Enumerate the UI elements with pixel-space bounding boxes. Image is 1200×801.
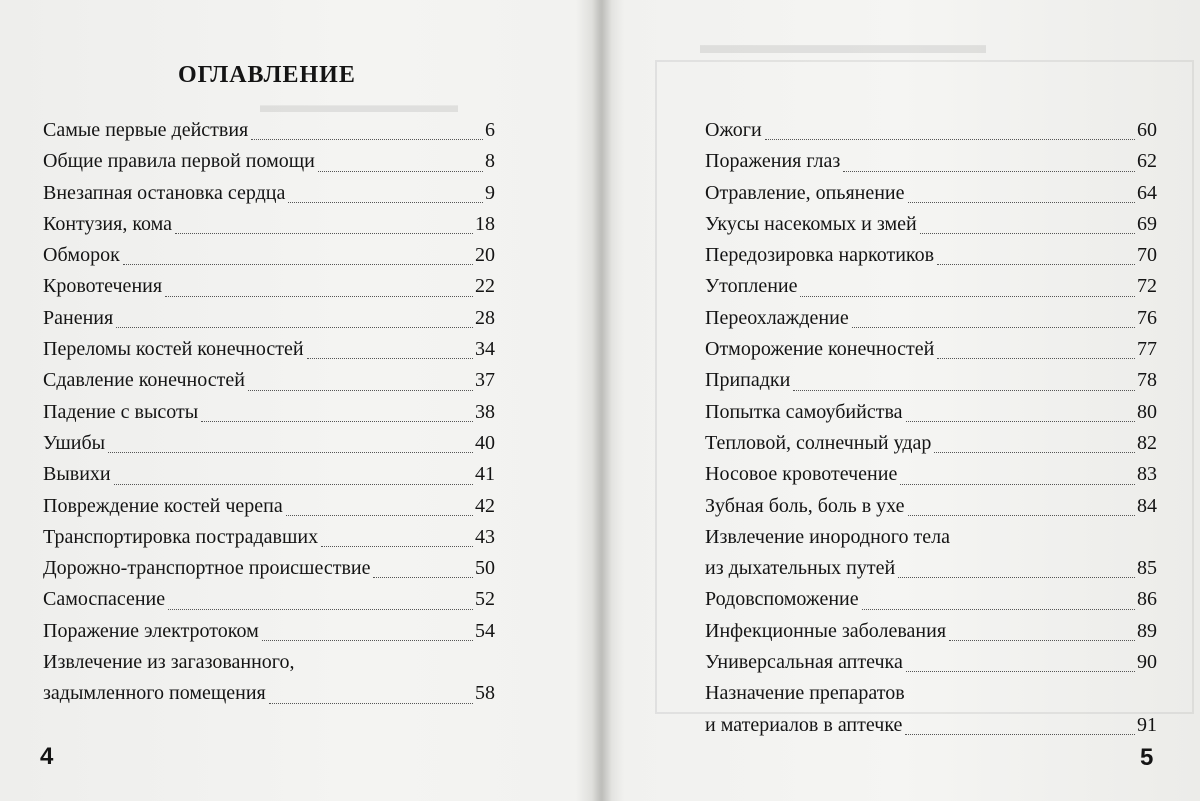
leader-dots <box>862 608 1135 610</box>
entry-page: 42 <box>475 494 495 517</box>
leader-dots <box>373 576 473 578</box>
entry-title: Отморожение конечностей <box>705 338 935 361</box>
toc-entry[interactable] <box>43 365 495 396</box>
leader-dots <box>201 420 473 422</box>
entry-page: 6 <box>485 119 495 141</box>
leader-dots <box>908 514 1135 516</box>
leader-dots <box>248 389 473 391</box>
entry-page: 72 <box>1137 275 1157 298</box>
entry-title: Обморок <box>43 244 120 267</box>
entry-title: Поражения глаз <box>705 150 841 173</box>
entry-page: 52 <box>475 588 495 611</box>
entry-title: Инфекционные заболевания <box>705 619 947 642</box>
toc-entry[interactable] <box>705 616 1157 647</box>
page-number-right: 5 <box>1140 744 1154 771</box>
entry-title: Самые первые действия <box>43 119 249 141</box>
toc-entry[interactable] <box>705 115 1157 146</box>
leader-dots <box>114 483 473 485</box>
leader-dots <box>269 702 473 704</box>
entry-page: 8 <box>485 150 495 173</box>
toc-entry[interactable] <box>705 146 1157 177</box>
entry-page: 84 <box>1137 494 1157 517</box>
leader-dots <box>906 670 1135 672</box>
entry-title-line2: задымленного помещения <box>43 682 266 705</box>
toc-list-right <box>705 115 1157 741</box>
show-through-left: ▬▬▬▬▬▬▬▬▬ <box>260 92 458 117</box>
entry-line2 <box>705 710 1157 741</box>
entry-page: 18 <box>475 212 495 235</box>
entry-title: Зубная боль, боль в ухе <box>705 494 905 517</box>
leader-dots <box>318 170 483 172</box>
entry-title: Универсальная аптечка <box>705 651 903 674</box>
entry-title: Передозировка наркотиков <box>705 244 935 267</box>
leader-dots <box>800 295 1135 297</box>
entry-page: 40 <box>475 431 495 454</box>
toc-entry-multiline[interactable] <box>705 678 1157 741</box>
toc-entry[interactable] <box>43 146 495 177</box>
toc-entry[interactable] <box>705 271 1157 302</box>
leader-dots <box>793 389 1135 391</box>
leader-dots <box>116 326 473 328</box>
leader-dots <box>307 357 473 359</box>
toc-entry[interactable] <box>43 553 495 584</box>
entry-page: 34 <box>475 338 495 361</box>
entry-page: 64 <box>1137 181 1157 204</box>
toc-entry[interactable] <box>705 397 1157 428</box>
entry-title: Носовое кровотечение <box>705 463 898 486</box>
leader-dots <box>908 201 1135 203</box>
leader-dots <box>288 201 483 203</box>
toc-entry[interactable] <box>43 428 495 459</box>
entry-page: 90 <box>1137 651 1157 674</box>
entry-title-line2: из дыхательных путей <box>705 557 896 580</box>
toc-entry[interactable] <box>705 178 1157 209</box>
entry-title: Кровотечения <box>43 275 163 298</box>
entry-line2 <box>705 553 1157 584</box>
leader-dots <box>262 639 473 641</box>
toc-entry[interactable] <box>705 240 1157 271</box>
leader-dots <box>900 483 1135 485</box>
toc-entry[interactable] <box>43 178 495 209</box>
entry-line2 <box>43 678 495 709</box>
entry-page: 60 <box>1137 119 1157 141</box>
entry-page: 50 <box>475 557 495 580</box>
entry-page: 62 <box>1137 150 1157 173</box>
leader-dots <box>108 451 473 453</box>
page-title: ОГЛАВЛЕНИЕ <box>178 62 356 88</box>
leader-dots <box>937 357 1135 359</box>
entry-page: 22 <box>475 275 495 298</box>
entry-page: 69 <box>1137 212 1157 235</box>
entry-page: 37 <box>475 369 495 392</box>
toc-entry[interactable] <box>705 334 1157 365</box>
entry-title: Переломы костей конечностей <box>43 338 304 361</box>
leader-dots <box>949 639 1135 641</box>
entry-page: 54 <box>475 619 495 642</box>
entry-title: Родовспоможение <box>705 588 859 611</box>
page-number-left: 4 <box>40 743 54 770</box>
toc-entry[interactable] <box>43 271 495 302</box>
leader-dots <box>906 420 1136 422</box>
entry-page: 85 <box>1137 557 1157 580</box>
entry-page: 83 <box>1137 463 1157 486</box>
toc-entry[interactable] <box>43 397 495 428</box>
entry-page: 43 <box>475 525 495 548</box>
leader-dots <box>165 295 473 297</box>
entry-title: Сдавление конечностей <box>43 369 245 392</box>
entry-title: Падение с высоты <box>43 400 199 423</box>
entry-page: 9 <box>485 181 495 204</box>
toc-entry[interactable] <box>43 115 495 146</box>
entry-title: Ушибы <box>43 431 106 454</box>
toc-entry[interactable] <box>43 459 495 490</box>
entry-title-line1: Извлечение инородного тела <box>705 525 950 548</box>
entry-page: 58 <box>475 682 495 705</box>
toc-entry[interactable] <box>43 240 495 271</box>
entry-title: Отравление, опьянение <box>705 181 905 204</box>
entry-title: Поражение электротоком <box>43 619 259 642</box>
leader-dots <box>934 451 1135 453</box>
entry-title: Транспортировка пострадавших <box>43 525 319 548</box>
entry-page: 38 <box>475 400 495 423</box>
entry-title: Припадки <box>705 369 791 392</box>
entry-title: Контузия, кома <box>43 212 173 235</box>
leader-dots <box>175 232 473 234</box>
leader-dots <box>321 545 473 547</box>
entry-title: Внезапная остановка сердца <box>43 181 286 204</box>
entry-title: Утопление <box>705 275 798 298</box>
entry-page: 20 <box>475 244 495 267</box>
toc-entry[interactable] <box>705 303 1157 334</box>
leader-dots <box>123 263 473 265</box>
entry-page: 28 <box>475 306 495 329</box>
entry-title: Общие правила первой помощи <box>43 150 315 173</box>
toc-entry[interactable] <box>43 209 495 240</box>
leader-dots <box>765 138 1135 140</box>
toc-entry[interactable] <box>705 428 1157 459</box>
entry-page: 89 <box>1137 619 1157 642</box>
entry-title: Тепловой, солнечный удар <box>705 431 932 454</box>
show-through-right: ▬▬▬▬▬▬▬▬▬▬▬ <box>700 30 986 59</box>
toc-entry-multiline[interactable] <box>705 522 1157 585</box>
entry-title: Самоспасение <box>43 588 166 611</box>
leader-dots <box>168 608 473 610</box>
leader-dots <box>937 263 1135 265</box>
toc-entry[interactable] <box>43 491 495 522</box>
entry-page: 80 <box>1137 400 1157 423</box>
entry-title: Дорожно-транспортное происшествие <box>43 557 371 580</box>
leader-dots <box>843 170 1135 172</box>
entry-title-line2: и материалов в аптечке <box>705 713 903 736</box>
entry-page: 41 <box>475 463 495 486</box>
entry-page: 70 <box>1137 244 1157 267</box>
leader-dots <box>920 232 1135 234</box>
entry-page: 82 <box>1137 431 1157 454</box>
toc-entry[interactable] <box>43 522 495 553</box>
entry-title: Попытка самоубийства <box>705 400 903 423</box>
entry-title: Повреждение костей черепа <box>43 494 283 517</box>
entry-title: Ожоги <box>705 119 762 141</box>
toc-entry[interactable] <box>705 584 1157 615</box>
leader-dots <box>905 733 1135 735</box>
toc-entry[interactable] <box>705 209 1157 240</box>
entry-page: 91 <box>1137 713 1157 736</box>
toc-entry[interactable] <box>43 303 495 334</box>
entry-title: Переохлаждение <box>705 306 849 329</box>
entry-page: 78 <box>1137 369 1157 392</box>
entry-title-line1: Извлечение из загазованного, <box>43 651 295 674</box>
toc-entry[interactable] <box>705 459 1157 490</box>
entry-page: 86 <box>1137 588 1157 611</box>
toc-list-left <box>43 115 495 710</box>
toc-entry[interactable] <box>705 647 1157 678</box>
leader-dots <box>251 138 483 140</box>
toc-entry[interactable] <box>705 365 1157 396</box>
leader-dots <box>286 514 473 516</box>
toc-entry[interactable] <box>705 491 1157 522</box>
entry-page: 76 <box>1137 306 1157 329</box>
toc-entry-multiline[interactable] <box>43 647 495 710</box>
entry-title: Укусы насекомых и змей <box>705 212 917 235</box>
toc-entry[interactable] <box>43 584 495 615</box>
leader-dots <box>852 326 1135 328</box>
toc-entry[interactable] <box>43 334 495 365</box>
entry-title: Вывихи <box>43 463 111 486</box>
entry-title: Ранения <box>43 306 114 329</box>
entry-page: 77 <box>1137 338 1157 361</box>
entry-title-line1: Назначение препаратов <box>705 682 905 705</box>
toc-entry[interactable] <box>43 616 495 647</box>
leader-dots <box>898 576 1135 578</box>
